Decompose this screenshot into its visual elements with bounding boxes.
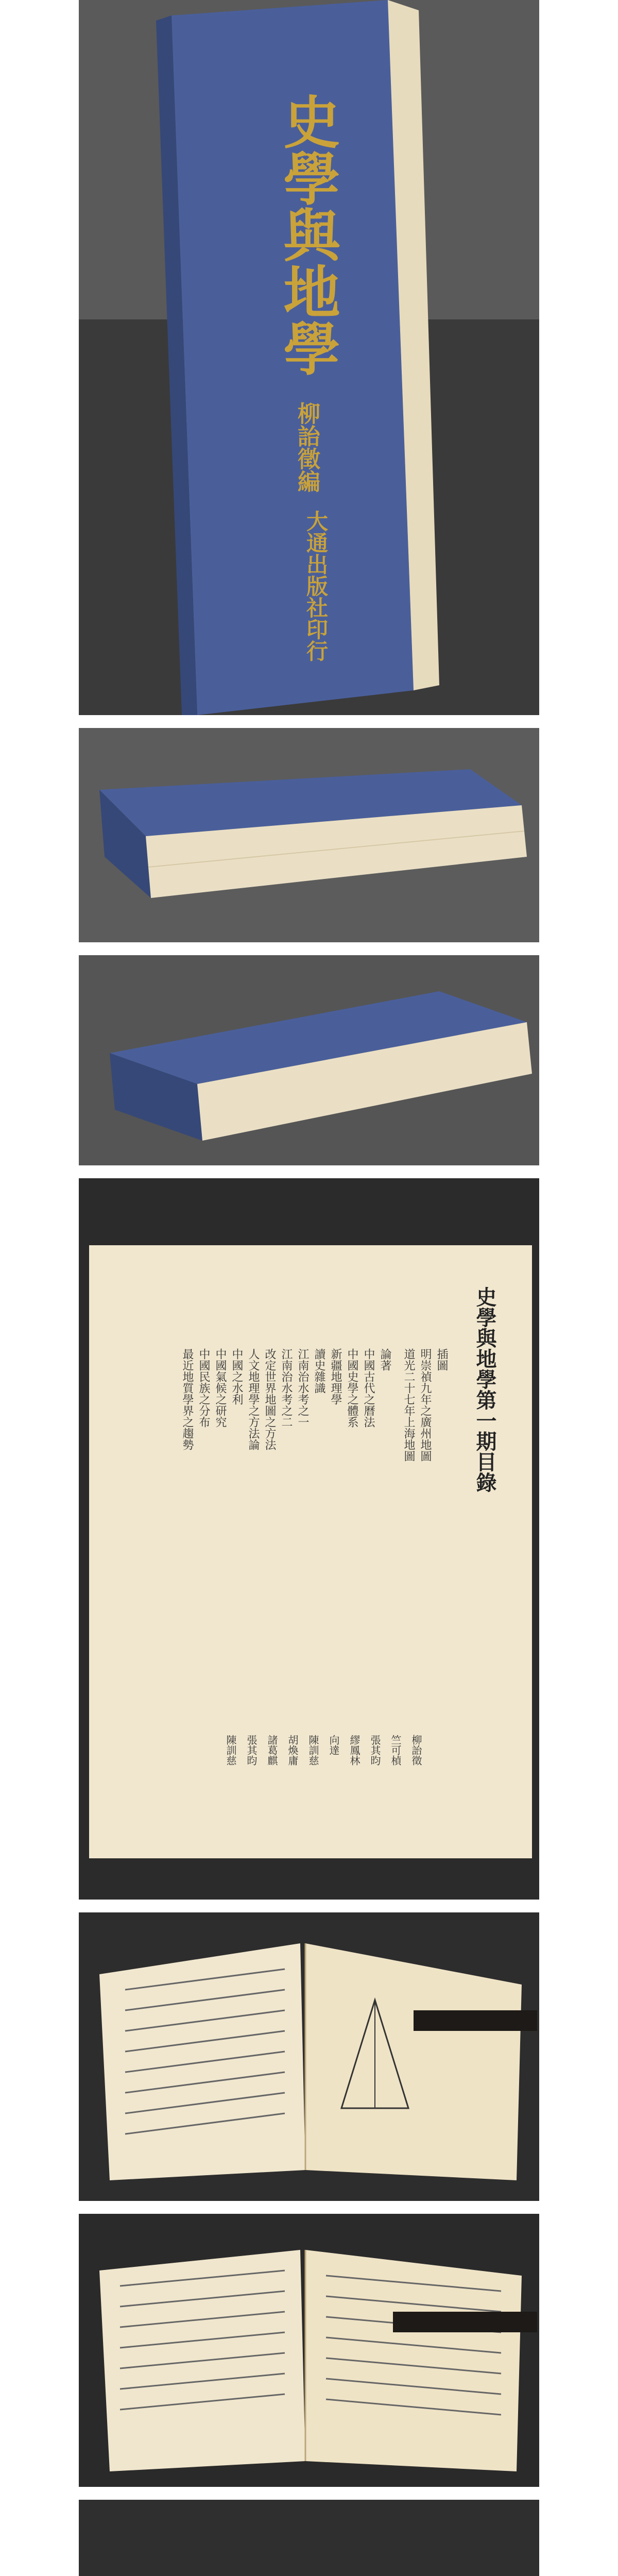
contents-item: 江南治水考之一 <box>296 1348 309 1428</box>
contents-author: 張其昀 <box>245 1735 258 1766</box>
spine-volume: 柳詒徵編 <box>294 402 320 493</box>
contents-item: 中國古代之曆法 <box>362 1348 375 1428</box>
contents-item: 明崇禎九年之廣州地圖 <box>419 1348 432 1473</box>
spine-title: 史學與地學 <box>274 93 341 376</box>
contents-item: 論著 <box>379 1348 391 1371</box>
contents-item: 新疆地理學 <box>329 1348 342 1405</box>
contents-item: 中國之水利 <box>230 1348 243 1405</box>
contents-item: 中國史學之體系 <box>346 1348 358 1428</box>
contents-item: 改定世界地圖之方法 <box>263 1348 276 1450</box>
side-book-illustration-1 <box>79 728 539 942</box>
contents-author: 柳詒徵 <box>410 1735 422 1766</box>
contents-item: 中國氣候之研究 <box>214 1348 227 1428</box>
contents-author: 胡煥庸 <box>286 1735 299 1766</box>
front-cover-illustration <box>79 2500 539 2576</box>
contents-item: 道光二十七年上海地圖 <box>402 1348 415 1473</box>
contents-item: 讀史雜識 <box>313 1348 325 1394</box>
photo-open-book-1 <box>79 1912 539 2201</box>
photo-side-view-2 <box>79 955 539 1165</box>
contents-item: 人文地理學之方法論 <box>247 1348 260 1450</box>
contents-item: 江南治水考之二 <box>280 1348 293 1428</box>
open-book-illustration-2 <box>79 2214 539 2487</box>
photo-contents-page <box>79 1178 539 1900</box>
contents-author: 張其昀 <box>369 1735 381 1766</box>
contents-item: 插圖 <box>435 1348 448 1371</box>
contents-author: 向達 <box>328 1735 340 1755</box>
contents-author: 竺可楨 <box>389 1735 402 1766</box>
open-book-illustration-1 <box>79 1912 539 2201</box>
spine-publisher: 大通出版社印行 <box>303 510 329 662</box>
contents-author: 陳訓慈 <box>307 1735 319 1766</box>
contents-authors-block <box>208 1735 424 1827</box>
contents-item: 最近地質學界之趨勢 <box>181 1348 194 1450</box>
side-book-illustration-2 <box>79 955 539 1165</box>
contents-author: 諸葛麒 <box>266 1735 278 1766</box>
photo-front-cover <box>79 2500 539 2576</box>
photo-side-view-1 <box>79 728 539 942</box>
contents-items-block <box>141 1348 450 1709</box>
photo-open-book-2 <box>79 2214 539 2487</box>
contents-item: 中國民族之分布 <box>197 1348 210 1428</box>
photo-spine-view <box>79 0 539 715</box>
contents-heading: 史學與地學第一期目錄 <box>473 1286 497 1493</box>
contents-author: 繆鳳林 <box>348 1735 360 1766</box>
contents-author: 陳訓慈 <box>225 1735 237 1766</box>
